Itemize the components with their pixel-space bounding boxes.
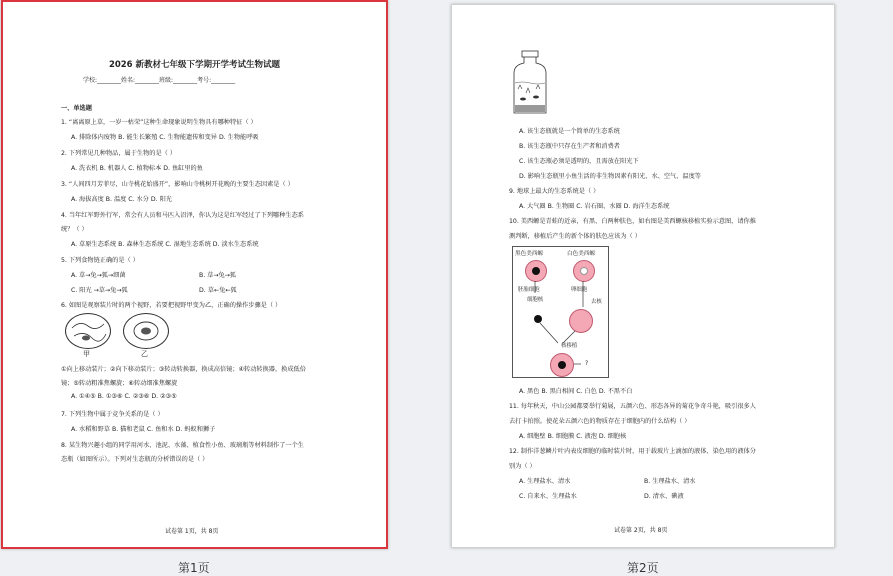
q8-option-b: B. 该生态瓶中只存在生产者和消费者 xyxy=(519,143,620,150)
q8-option-a: A. 该生态瓶就是一个简单的生态系统 xyxy=(519,128,620,135)
question-6-steps: ①向上移动装片；②向下移动装片；③转动转换器，换成高倍镜；④转动转换器，换成低倍 xyxy=(61,366,306,373)
microscope-field-b xyxy=(123,313,169,349)
q9-options: A. 大气圈 B. 生物圈 C. 岩石圈、水圈 D. 海洋生态系统 xyxy=(519,203,670,210)
question-7: 7. 下列生物中属于竞争关系的是（ ） xyxy=(61,411,164,418)
question-4: 4. 当年红军野外行军，常会有人员和马匹入沼泽，你认为这是红军经过了下列哪种生态系 xyxy=(61,212,304,219)
question-9: 9. 地球上最大的生态系统是（ ） xyxy=(509,188,600,195)
reconstructed-egg xyxy=(550,353,574,377)
nucleus-label: 细胞核 xyxy=(527,297,544,303)
black-axolotl-label: 黑色美西螈 xyxy=(515,251,543,257)
question-4-cont: 统？（ ） xyxy=(61,226,88,233)
question-10: 10. 美西螈是青蛙的近亲，有黑、白两种肤色，如右图是美西螈核移植实验示意图，请你推 xyxy=(509,218,756,225)
q11-options: A. 细胞壁 B. 细胞膜 C. 液泡 D. 细胞核 xyxy=(519,433,627,440)
q5-option-a: A. 草→兔→狐→细菌 xyxy=(71,272,126,279)
q5-option-d: D. 草←兔←狐 xyxy=(199,287,237,294)
result-question-mark: ? xyxy=(585,360,589,367)
page-label-1: 第1页 xyxy=(178,561,210,575)
question-8: 8. 某生物兴趣小组的同学用河水、池泥、水藻、植食性小鱼、玻璃瓶等材料制作了一个生 xyxy=(61,442,304,449)
q3-options: A. 海拔高度 B. 温度 C. 水分 D. 阳光 xyxy=(71,196,172,203)
q5-option-b: B. 草→兔→狐 xyxy=(199,272,237,279)
q4-options: A. 草原生态系统 B. 森林生态系统 C. 湿地生态系统 D. 淡水生态系统 xyxy=(71,241,259,248)
page-footer-1: 试卷第 1页，共 8页 xyxy=(165,528,219,535)
page-footer-2: 试卷第 2页，共 8页 xyxy=(614,527,668,534)
white-axolotl-label: 白色美西螈 xyxy=(567,251,595,257)
q7-options: A. 水稻和野草 B. 猫和老鼠 C. 鱼和水 D. 蚂蚁和狮子 xyxy=(71,426,216,433)
transplant-label: 核移植 xyxy=(561,343,578,349)
q2-options: A. 洗衣机 B. 机器人 C. 植物标本 D. 鱼缸里的鱼 xyxy=(71,165,203,172)
q8-option-c: C. 该生态瓶必须是透明的，且需放在阳光下 xyxy=(519,158,639,165)
question-3: 3. “人间四月芳菲尽，山寺桃花始盛开”，影响山寺桃树开花晚的主要生态因素是（ ） xyxy=(61,181,294,188)
q12-option-d: D. 清水、碘液 xyxy=(644,493,684,500)
q12-option-c: C. 自来水、生理盐水 xyxy=(519,493,577,500)
embryo-cell-label: 胚胎细胞 xyxy=(518,287,540,293)
question-10-cont: 测判断，移植后产生的新个体的肤色应该为（ ） xyxy=(509,233,641,240)
question-12: 12. 制作洋葱鳞片叶内表皮细胞的临时装片时，用于载玻片上滴加的液体、染色用的液体分 xyxy=(509,448,756,455)
q10-options: A. 黑色 B. 黑白相间 C. 白色 D. 不黑不白 xyxy=(519,388,633,395)
question-8-cont: 态瓶（如图所示）。下列对生态瓶的分析错误的是（ ） xyxy=(61,456,209,463)
page-label-2: 第2页 xyxy=(627,561,659,575)
q1-options: A. 排除体内废物 B. 能生长繁殖 C. 生物能遗传和变异 D. 生物能呼吸 xyxy=(71,134,259,141)
question-2: 2. 下列常见几种物品，属于生物的是（ ） xyxy=(61,150,177,157)
figure-label-a: 甲 xyxy=(83,350,90,358)
ecosystem-jar-figure xyxy=(512,49,548,117)
transplanted-nucleus xyxy=(558,361,566,369)
question-11: 11. 每年秋天，中山公园都要举行菊展，五颜六色、形态各异的菊花争奇斗艳，吸引很多人 xyxy=(509,403,756,410)
question-6-steps-cont: 镜；⑤转动粗准焦螺旋；⑥转动细准焦螺旋 xyxy=(61,380,178,387)
remove-nucleus-label: 去核 xyxy=(591,299,602,305)
microscope-field-a xyxy=(65,313,111,349)
section-heading: 一、单选题 xyxy=(61,105,92,112)
page-thumbnail-2[interactable] xyxy=(451,4,835,548)
exam-title: 2026 新教材七年级下学期开学考试生物试题 xyxy=(108,60,281,70)
q6-options: A. ①④⑤ B. ①③⑥ C. ②③⑥ D. ②③⑤ xyxy=(71,393,177,400)
question-6: 6. 如图是观察装片时的两个视野，若要把视野甲变为乙，正确的操作步骤是（ ） xyxy=(61,302,282,309)
question-12-cont: 别为（ ） xyxy=(509,463,536,470)
question-1: 1. “离离原上草，一岁一枯荣”这种生命现象说明生物具有哪种特征（ ） xyxy=(61,119,257,126)
student-info-line: 学校:________姓名:________班级:________考号:________ xyxy=(83,77,236,84)
figure-label-b: 乙 xyxy=(141,350,148,358)
question-11-cont: 去打卡拍照。使花朵五颜六色的物质存在于细胞内的什么结构（ ） xyxy=(509,418,691,425)
egg-cell-label: 卵细胞 xyxy=(571,287,588,293)
q12-option-b: B. 生理盐水、清水 xyxy=(644,478,696,485)
q12-option-a: A. 生理盐水、清水 xyxy=(519,478,571,485)
page-thumbnail-1[interactable] xyxy=(1,0,388,549)
q8-option-d: D. 影响生态瓶里小鱼生活的非生物因素有阳光、水、空气、温度等 xyxy=(519,173,701,180)
q5-option-c: C. 阳光 →草→兔→狐 xyxy=(71,287,128,294)
nuclear-transplant-diagram xyxy=(512,246,609,378)
question-5: 5. 下列食物链正确的是（ ） xyxy=(61,257,139,264)
